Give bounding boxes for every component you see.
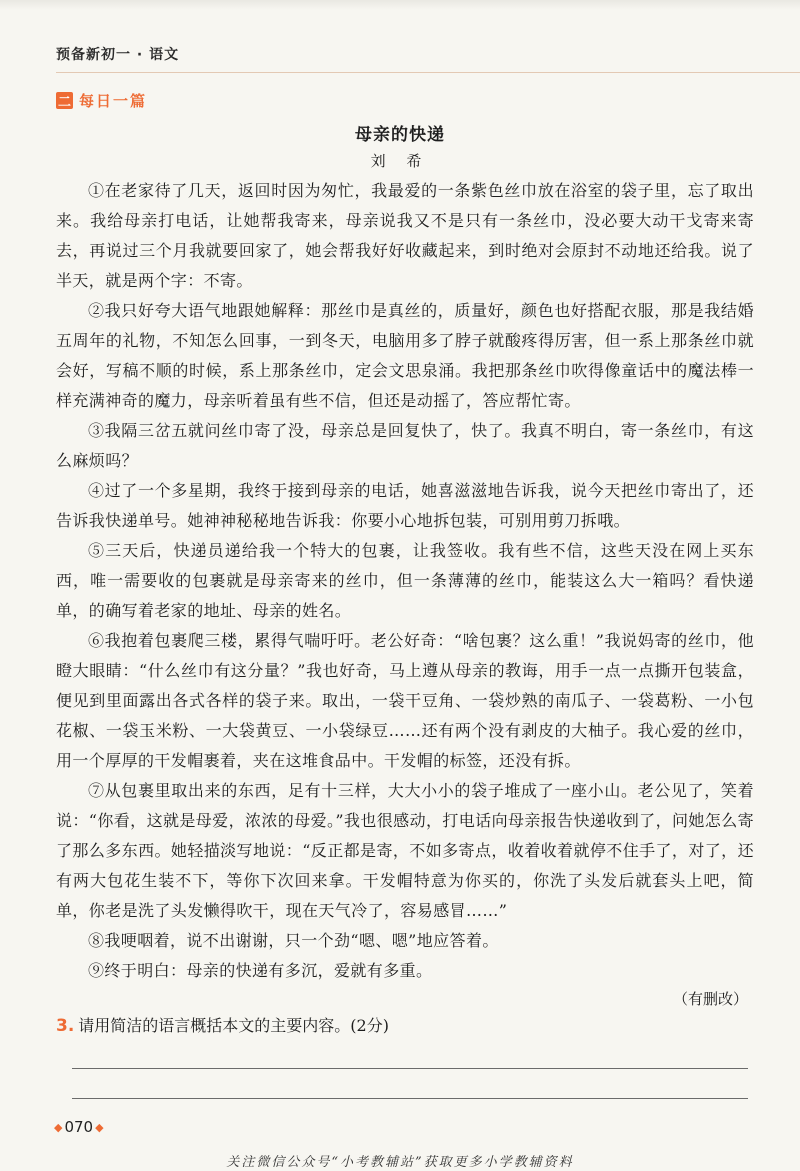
paragraph-5: ⑤三天后，快递员递给我一个特大的包裹，让我签收。我有些不信，这些天没在网上买东西，唯一需要收的包裹就是母亲寄来的丝巾，但一条薄薄的丝巾，能装这么大一箱吗？看快递单，的确写着老家的地址、母亲的姓名。 — [56, 541, 754, 620]
header-divider — [56, 72, 800, 73]
paragraph-3: ③我隔三岔五就问丝巾寄了没，母亲总是回复快了，快了。我真不明白，寄一条丝巾，有这么麻烦吗？ — [56, 421, 754, 470]
answer-line-2[interactable] — [72, 1098, 748, 1099]
article-body — [56, 176, 754, 986]
article-title: 母亲的快递 — [355, 125, 445, 145]
section-number-badge: 二 — [56, 92, 73, 109]
paragraph-8: ⑧我哽咽着，说不出谢谢，只一个劲“嗯、嗯”地应答着。 — [88, 931, 499, 950]
article-author: 刘 希 — [370, 152, 430, 170]
book-header-title: 预备新初一 · 语文 — [56, 47, 180, 63]
page-binding-edge — [0, 0, 800, 10]
paragraph-4: ④过了一个多星期，我终于接到母亲的电话，她喜滋滋地告诉我，说今天把丝巾寄出了，还告诉我快递单号。她神神秘秘地告诉我：你要小心地拆包装，可别用剪刀拆哦。 — [56, 481, 754, 530]
question-3 — [56, 1013, 389, 1036]
section-label: 每日一篇 — [79, 92, 148, 110]
paragraph-1: ①在老家待了几天，返回时因为匆忙，我最爱的一条紫色丝巾放在浴室的袋子里，忘了取出来。我给母亲打电话，让她帮我寄来，母亲说我又不是只有一条丝巾，没必要大动干戈寄来寄去，再说过三个月我就要回家了，她会帮我好好收藏起来，到时绝对会原封不动地还给我。说了半天，就是两个字：不寄。 — [56, 181, 754, 290]
paragraph-6: ⑥我抱着包裹爬三楼，累得气喘吁吁。老公好奇：“啥包裹？这么重！”我说妈寄的丝巾，他瞪大眼睛：“什么丝巾有这分量？”我也好奇，马上遵从母亲的教诲，用手一点一点撕开包装盒，便见到里面露出各式各样的袋子来。取出，一袋干豆角、一袋炒熟的南瓜子、一袋葛粉、一小包花椒、一袋玉米粉、一大袋黄豆、一小袋绿豆……还有两个没有剥皮的大柚子。我心爱的丝巾，用一个厚厚的干发帽裹着，夹在这堆食品中。干发帽的标签，还没有拆。 — [56, 631, 754, 770]
answer-line-1[interactable] — [72, 1068, 748, 1069]
paragraph-2: ②我只好夸大语气地跟她解释：那丝巾是真丝的，质量好，颜色也好搭配衣服，那是我结婚五周年的礼物，不知怎么回事，一到冬天，电脑用多了脖子就酸疼得厉害，但一系上那条丝巾就会好，写稿不顺的时候，系上那条丝巾，定会文思泉涌。我把那条丝巾吹得像童话中的魔法棒一样充满神奇的魔力，母亲听着虽有些不信，但还是动摇了，答应帮忙寄。 — [56, 301, 754, 410]
section-tag — [56, 90, 147, 111]
question-number: 3. — [56, 1016, 75, 1036]
paragraph-9: ⑨终于明白：母亲的快递有多沉，爱就有多重。 — [88, 961, 433, 980]
question-text: 请用简洁的语言概括本文的主要内容。(2分) — [78, 1016, 389, 1035]
footer-promo-text: 关注微信公众号“小考教辅站”获取更多小学教辅资料 — [226, 1155, 574, 1170]
page-number-left-dot: ◆ — [54, 1120, 63, 1134]
source-note: （有删改） — [672, 990, 748, 1008]
paragraph-7: ⑦从包裹里取出来的东西，足有十三样，大大小小的袋子堆成了一座小山。老公见了，笑着说：“你看，这就是母爱，浓浓的母爱。”我也很感动，打电话向母亲报告快递收到了，问她怎么寄了那么多东西。她轻描淡写地说：“反正都是寄，不如多寄点，收着收着就停不住手了，对了，还有两大包花生装不下，等你下次回来拿。干发帽特意为你买的，你洗了头发后就套头上吧，简单，你老是洗了头发懒得吹干，现在天气冷了，容易感冒……” — [56, 781, 754, 920]
page-number — [52, 1118, 106, 1136]
page-number-text: 070 — [64, 1118, 94, 1136]
page-number-right-dot: ◆ — [95, 1120, 104, 1134]
